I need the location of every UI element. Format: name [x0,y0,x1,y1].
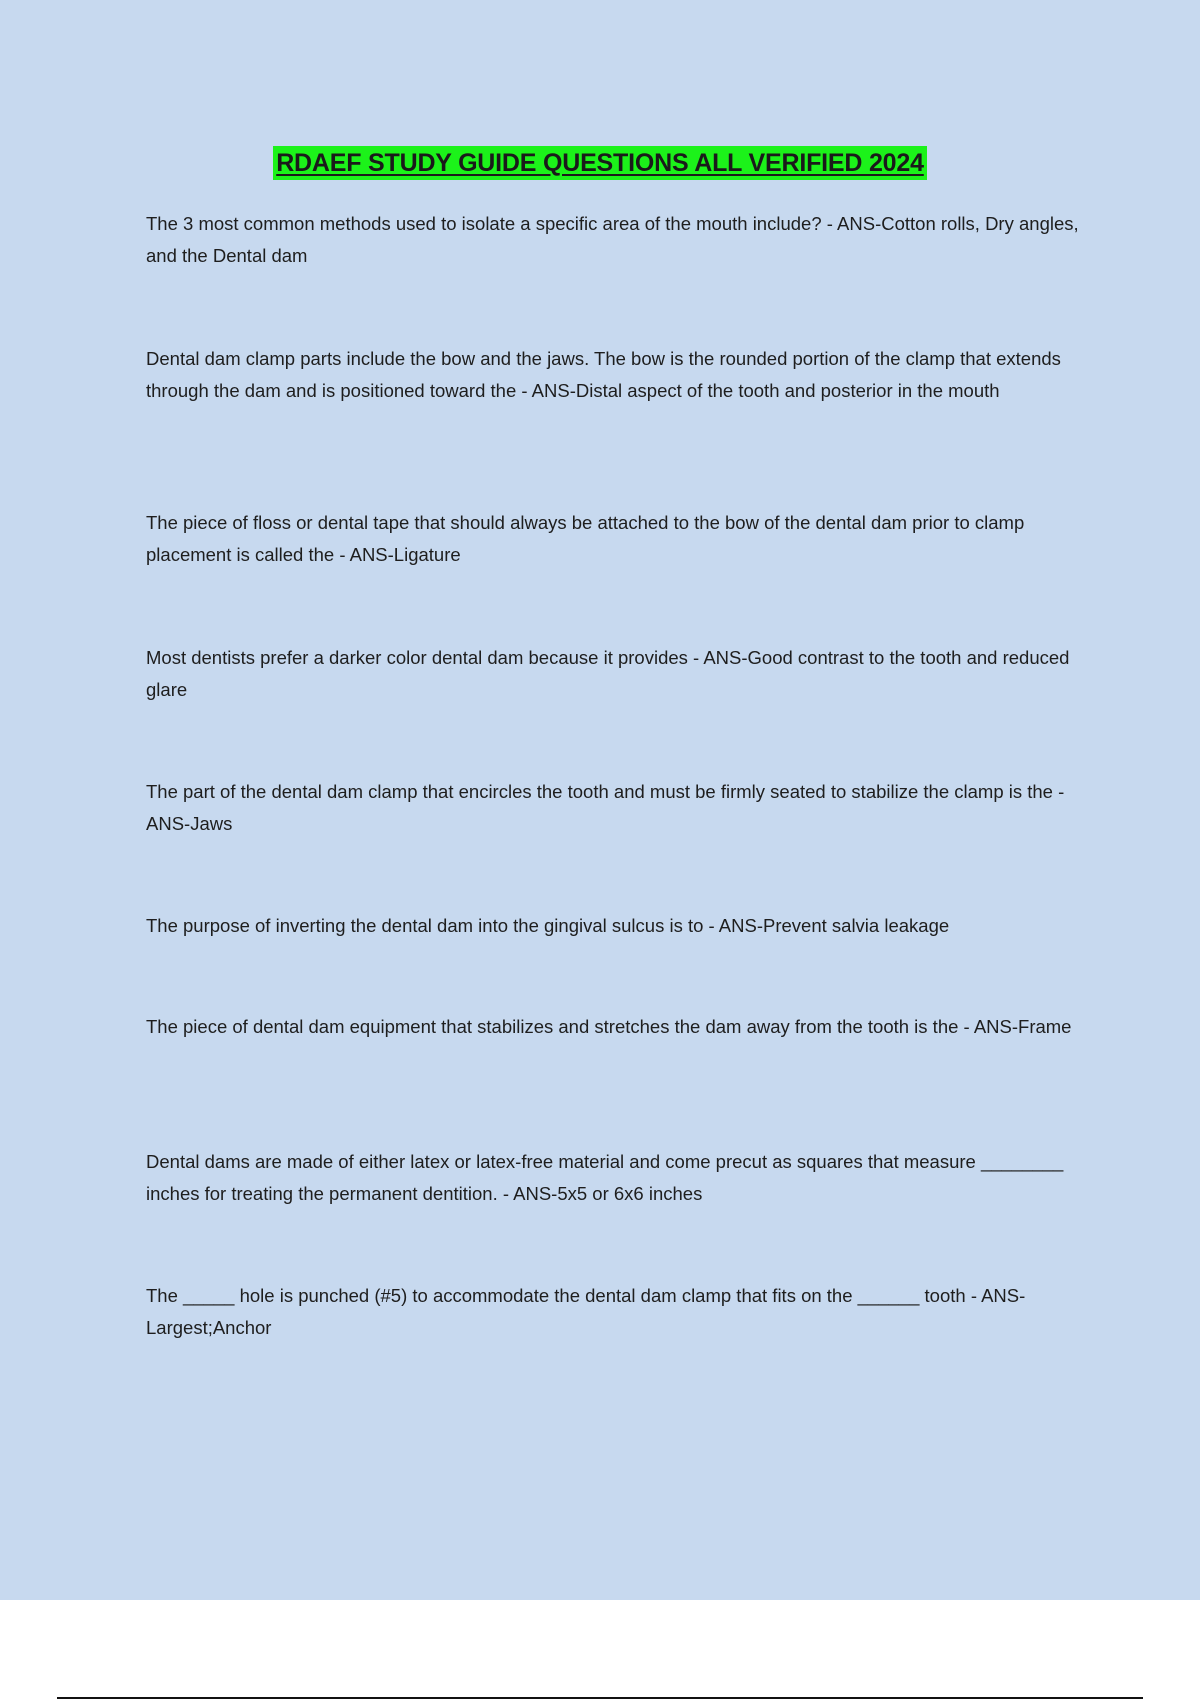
question-item-7: The piece of dental dam equipment that stabilizes and stretches the dam away from the tooth is the - ANS-Frame [146,1016,1072,1037]
question-item-9: The _____ hole is punched (#5) to accommodate the dental dam clamp that fits on the ______ tooth - ANS-Largest;Anchor [146,1285,1026,1338]
document-title: RDAEF STUDY GUIDE QUESTIONS ALL VERIFIED 2024 [273,146,927,180]
question-item-6: The purpose of inverting the dental dam into the gingival sulcus is to - ANS-Prevent salvia leakage [146,915,950,936]
question-item-8: Dental dams are made of either latex or latex-free material and come precut as squares that measure ________ inches for treating the permanent dentition. - ANS-5x5 or 6x6 inches [146,1151,1064,1204]
question-item-1: The 3 most common methods used to isolate a specific area of the mouth include? - ANS-Cotton rolls, Dry angles, and the Dental dam [146,213,1079,266]
page-divider [57,1697,1143,1699]
question-item-4: Most dentists prefer a darker color dental dam because it provides - ANS-Good contrast to the tooth and reduced glare [146,647,1070,700]
question-item-3: The piece of floss or dental tape that should always be attached to the bow of the dental dam prior to clamp placement is called the - ANS-Ligature [146,512,1025,565]
title-container [0,146,1200,180]
question-item-5: The part of the dental dam clamp that encircles the tooth and must be firmly seated to stabilize the clamp is the - ANS-Jaws [146,781,1065,834]
question-item-2: Dental dam clamp parts include the bow and the jaws. The bow is the rounded portion of the clamp that extends through the dam and is positioned toward the - ANS-Distal aspect of the tooth and posterior in the mouth [146,348,1061,401]
